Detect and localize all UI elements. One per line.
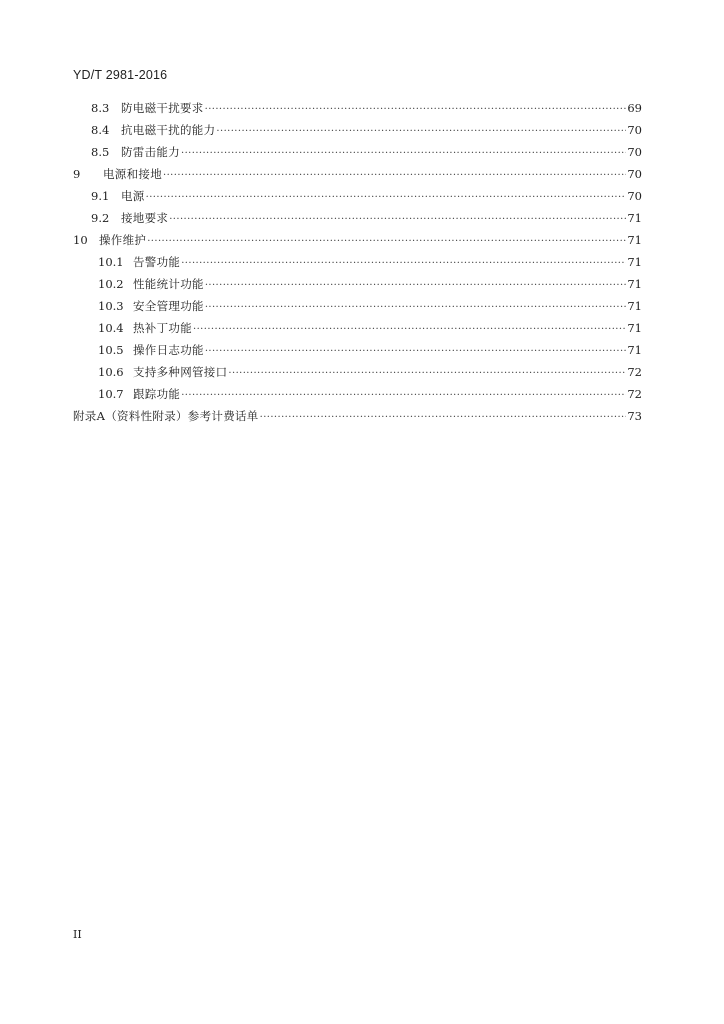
toc-dot-leader bbox=[147, 229, 626, 253]
toc-dot-leader bbox=[260, 405, 627, 429]
toc-entry-title: 附录A（资料性附录）参考计费话单 bbox=[73, 409, 259, 423]
toc-dot-leader bbox=[228, 361, 626, 385]
toc-entry-page: 70 bbox=[627, 145, 642, 159]
toc-entry-title: 热补丁功能 bbox=[133, 321, 192, 335]
toc-entry-page: 71 bbox=[627, 299, 642, 313]
toc-entry-number: 8.3 bbox=[91, 101, 110, 115]
toc-dot-leader bbox=[205, 97, 627, 121]
toc-dot-leader bbox=[163, 163, 626, 187]
toc-entry-appendix[interactable] bbox=[73, 405, 642, 427]
toc-entry-title: 防电磁干扰要求 bbox=[121, 101, 204, 115]
toc-entry[interactable] bbox=[73, 229, 642, 251]
toc-dot-leader bbox=[205, 295, 627, 319]
toc-entry[interactable] bbox=[98, 383, 642, 405]
toc-entry-number: 10.6 bbox=[98, 365, 124, 379]
page-number: II bbox=[73, 928, 82, 941]
toc-entry[interactable] bbox=[98, 295, 642, 317]
toc-entry-number: 10.1 bbox=[98, 255, 124, 269]
toc-entry-page: 70 bbox=[627, 189, 642, 203]
toc-entry-title: 跟踪功能 bbox=[133, 387, 181, 401]
toc-entry-number: 9 bbox=[73, 167, 81, 181]
toc-entry-title: 操作维护 bbox=[99, 233, 147, 247]
toc-entry-page: 70 bbox=[627, 123, 642, 137]
toc-entry-number: 10.5 bbox=[98, 343, 124, 357]
toc-entry-title: 支持多种网管接口 bbox=[133, 365, 228, 379]
toc-entry-title: 性能统计功能 bbox=[133, 277, 204, 291]
toc-entry-number: 9.1 bbox=[91, 189, 110, 203]
toc-entry-title: 抗电磁干扰的能力 bbox=[121, 123, 216, 137]
toc-entry-page: 71 bbox=[627, 343, 642, 357]
toc-entry-page: 71 bbox=[627, 321, 642, 335]
toc-entry-number: 8.5 bbox=[91, 145, 110, 159]
toc-dot-leader bbox=[181, 141, 626, 165]
toc-entry-title: 安全管理功能 bbox=[133, 299, 204, 313]
toc-dot-leader bbox=[205, 273, 627, 297]
toc-entry[interactable] bbox=[91, 141, 642, 163]
toc-entry[interactable] bbox=[91, 207, 642, 229]
toc-entry[interactable] bbox=[98, 339, 642, 361]
toc-entry-number: 10 bbox=[73, 233, 88, 247]
toc-entry-page: 71 bbox=[627, 233, 642, 247]
document-header: YD/T 2981-2016 bbox=[73, 68, 168, 82]
toc-dot-leader bbox=[216, 119, 626, 143]
toc-entry-title: 告警功能 bbox=[133, 255, 181, 269]
toc-entry[interactable] bbox=[98, 251, 642, 273]
toc-dot-leader bbox=[146, 185, 627, 209]
toc-entry[interactable] bbox=[91, 97, 642, 119]
toc-entry-number: 10.3 bbox=[98, 299, 124, 313]
toc-dot-leader bbox=[193, 317, 626, 341]
toc-entry-number: 10.2 bbox=[98, 277, 124, 291]
toc-entry[interactable] bbox=[91, 119, 642, 141]
toc-entry-number: 10.7 bbox=[98, 387, 124, 401]
toc-entry-title: 操作日志功能 bbox=[133, 343, 204, 357]
toc-entry-title: 电源 bbox=[121, 189, 145, 203]
toc-entry-page: 71 bbox=[627, 211, 642, 225]
toc-entry[interactable] bbox=[98, 317, 642, 339]
toc-entry-number: 9.2 bbox=[91, 211, 110, 225]
toc-entry[interactable] bbox=[73, 163, 642, 185]
toc-entry-title: 电源和接地 bbox=[103, 167, 162, 181]
toc-entry-page: 69 bbox=[627, 101, 642, 115]
toc-entry-page: 73 bbox=[627, 409, 642, 423]
toc-entry-number: 10.4 bbox=[98, 321, 124, 335]
toc-dot-leader bbox=[205, 339, 627, 363]
toc-entry-title: 防雷击能力 bbox=[121, 145, 180, 159]
toc-entry-page: 71 bbox=[627, 255, 642, 269]
toc-entry[interactable] bbox=[98, 361, 642, 383]
toc-entry[interactable] bbox=[98, 273, 642, 295]
toc-entry-number: 8.4 bbox=[91, 123, 110, 137]
toc-entry-page: 70 bbox=[627, 167, 642, 181]
toc-dot-leader bbox=[181, 251, 626, 275]
toc-entry-page: 72 bbox=[627, 387, 642, 401]
toc-entry-page: 72 bbox=[627, 365, 642, 379]
toc-dot-leader bbox=[181, 383, 626, 407]
toc-dot-leader bbox=[169, 207, 626, 231]
toc-entry-title: 接地要求 bbox=[121, 211, 169, 225]
toc-entry-page: 71 bbox=[627, 277, 642, 291]
toc-entry[interactable] bbox=[91, 185, 642, 207]
